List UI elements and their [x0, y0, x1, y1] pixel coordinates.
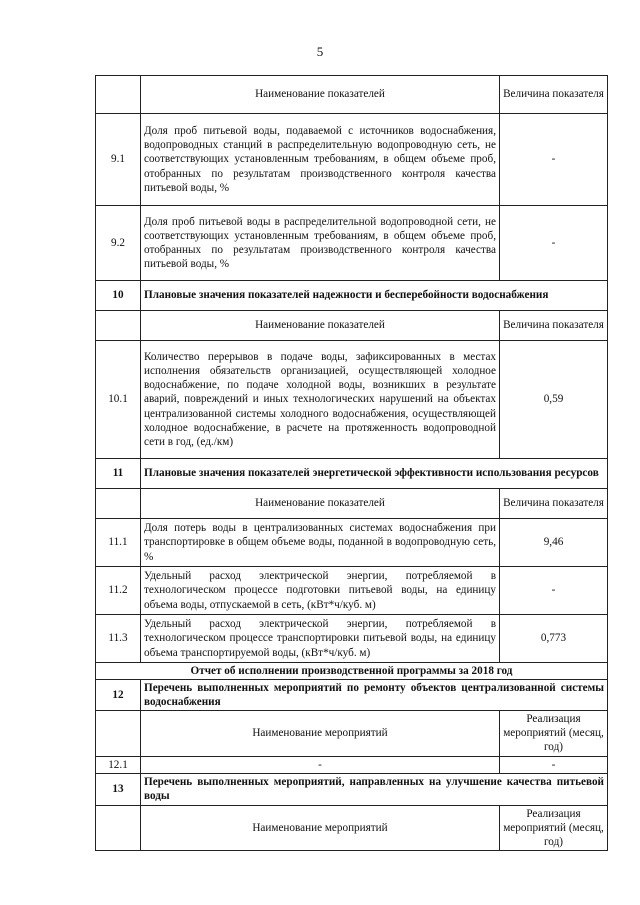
report-title-row: [96, 663, 608, 680]
header-value-cell: Реализация мероприятий (месяц, год): [500, 711, 608, 756]
row-value: -: [500, 206, 608, 281]
header-num-cell: [96, 311, 141, 341]
header-value-cell: Реализация мероприятий (месяц, год): [500, 805, 608, 850]
section-row: [96, 281, 608, 311]
row-number: 11.3: [96, 615, 141, 663]
header-name-cell: Наименование мероприятий: [141, 805, 500, 850]
row-number: 12.1: [96, 756, 141, 773]
header-name-cell: Наименование показателей: [141, 311, 500, 341]
section-row: [96, 680, 608, 711]
row-indicator: -: [141, 756, 500, 773]
row-value: 9,46: [500, 519, 608, 567]
section-number: 13: [96, 773, 141, 805]
section-title: Плановые значения показателей энергетической эффективности использования ресурсов: [141, 459, 608, 489]
section-number: 11: [96, 459, 141, 489]
header-value-cell: Величина показателя: [500, 311, 608, 341]
section-title: Плановые значения показателей надежности и бесперебойности водоснабжения: [141, 281, 608, 311]
row-indicator: Удельный расход электрической энергии, потребляемой в технологическом процессе подготовки питьевой воды, на единицу объема воды, отпускаемой в сеть, (кВт*ч/куб. м): [141, 567, 500, 615]
row-value: 0,773: [500, 615, 608, 663]
row-indicator: Количество перерывов в подаче воды, зафиксированных в местах исполнения обязательств организацией, осуществляющей холодное водоснабжение, по подаче холодной воды, возникших в результате аварий, повреждений и иных технологических нарушений на объектах централизованной системы холодного водоснабжения, осуществляющей холодное водоснабжение, в расчете на протяженность водопроводной сети в год, (ед./км): [141, 341, 500, 459]
table-row: [96, 756, 608, 773]
indicators-table: [95, 75, 608, 851]
section-row: [96, 459, 608, 489]
table-header-row: [96, 311, 608, 341]
header-num-cell: [96, 805, 141, 850]
table-header-row: [96, 711, 608, 756]
section-title: Перечень выполненных мероприятий по ремонту объектов централизованной системы водоснабжения: [141, 680, 608, 711]
table-header-row: [96, 76, 608, 114]
header-value-cell: Величина показателя: [500, 489, 608, 519]
row-value: -: [500, 114, 608, 206]
section-number: 10: [96, 281, 141, 311]
header-name-cell: Наименование мероприятий: [141, 711, 500, 756]
table-row: [96, 519, 608, 567]
header-num-cell: [96, 489, 141, 519]
table-row: [96, 114, 608, 206]
header-value-cell: Величина показателя: [500, 76, 608, 114]
row-indicator: Доля проб питьевой воды, подаваемой с источников водоснабжения, водопроводных станций в распределительную водопроводную сеть, не соответствующих установленным требованиям, в общем объеме проб, отобранных по результатам производственного контроля качества питьевой воды, %: [141, 114, 500, 206]
table-row: [96, 615, 608, 663]
section-number: 12: [96, 680, 141, 711]
table-header-row: [96, 805, 608, 850]
header-name-cell: Наименование показателей: [141, 489, 500, 519]
section-title: Перечень выполненных мероприятий, направленных на улучшение качества питьевой воды: [141, 773, 608, 805]
section-row: [96, 773, 608, 805]
row-number: 9.2: [96, 206, 141, 281]
report-title: Отчет об исполнении производственной программы за 2018 год: [96, 663, 608, 680]
row-indicator: Доля потерь воды в централизованных системах водоснабжения при транспортировке в общем объеме воды, поданной в водопроводную сеть, %: [141, 519, 500, 567]
row-number: 11.1: [96, 519, 141, 567]
table-row: [96, 567, 608, 615]
header-num-cell: [96, 76, 141, 114]
row-number: 11.2: [96, 567, 141, 615]
row-value: 0,59: [500, 341, 608, 459]
row-indicator: Доля проб питьевой воды в распределительной водопроводной сети, не соответствующих установленным требованиям, в общем объеме проб, отобранных по результатам производственного контроля качества питьевой воды, %: [141, 206, 500, 281]
row-indicator: Удельный расход электрической энергии, потребляемой в технологическом процессе транспортировки питьевой воды, на единицу объема транспортируемой воды, (кВт*ч/куб. м): [141, 615, 500, 663]
table-row: [96, 206, 608, 281]
table-header-row: [96, 489, 608, 519]
row-number: 9.1: [96, 114, 141, 206]
row-value: -: [500, 756, 608, 773]
header-num-cell: [96, 711, 141, 756]
header-name-cell: Наименование показателей: [141, 76, 500, 114]
row-value: -: [500, 567, 608, 615]
row-number: 10.1: [96, 341, 141, 459]
table-row: [96, 341, 608, 459]
page-number: 5: [316, 44, 324, 59]
